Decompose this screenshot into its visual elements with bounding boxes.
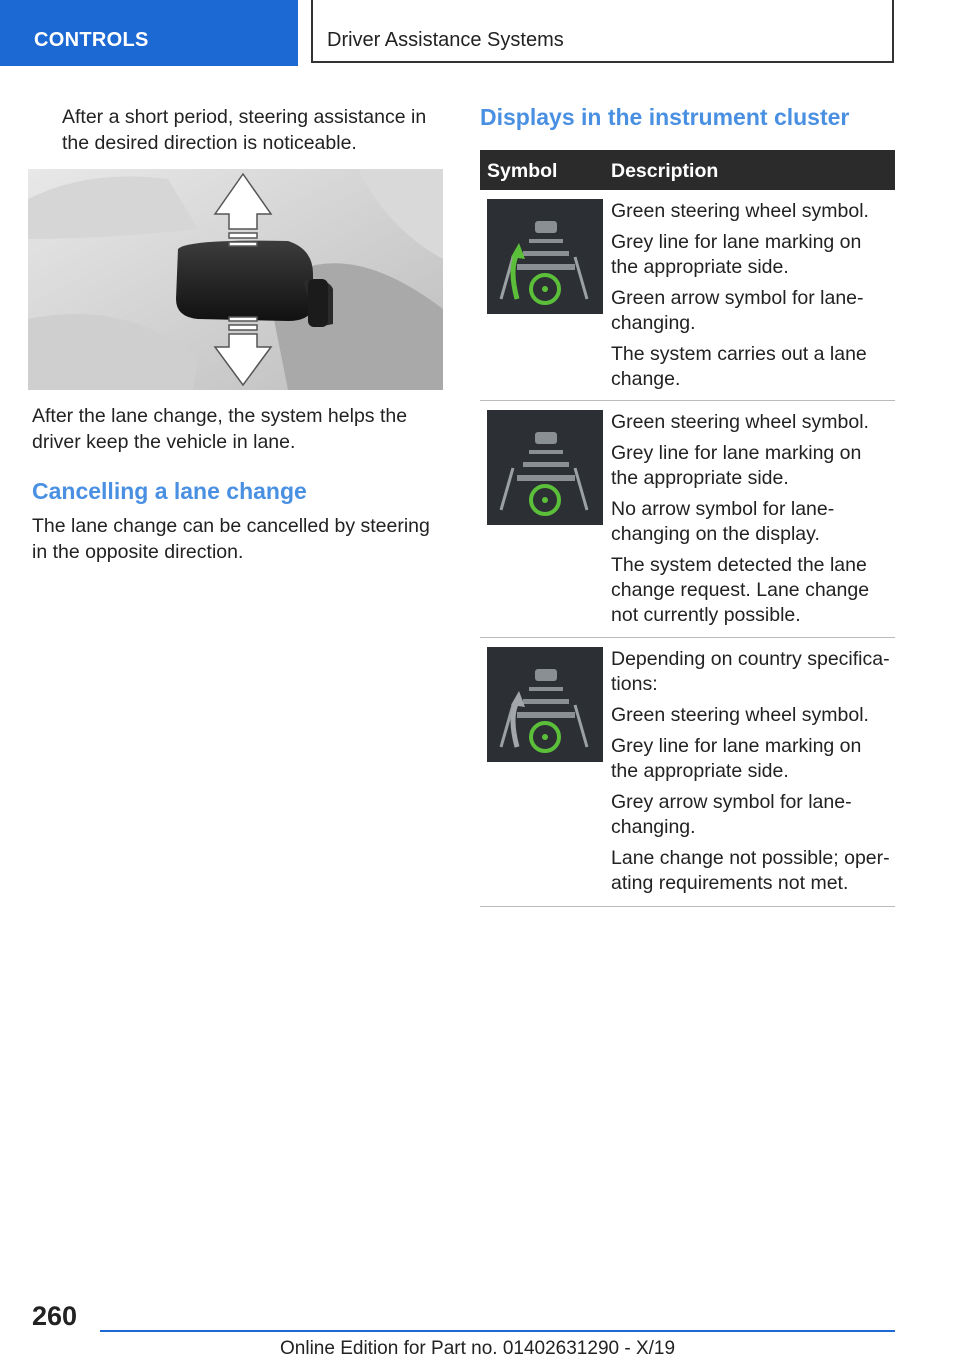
symbol-column-header: Symbol (487, 160, 558, 182)
page-number: 260 (32, 1301, 78, 1331)
table-row (480, 401, 895, 638)
table-row (480, 190, 895, 401)
steering-stalk-illustration (28, 169, 443, 390)
description-line: Green steering wheel symbol. (611, 704, 869, 726)
edition-note: Online Edition for Part no. 01402631290 - X/19 (280, 1338, 676, 1359)
description-line: Lane change not possible; oper-ating requirements not met. (611, 847, 890, 894)
description-line: The system detected the lane change request. Lane change not currently possible. (611, 554, 870, 626)
row-description (611, 638, 891, 902)
description-line: The system carries out a lane change. (611, 343, 867, 390)
description-line: Green steering wheel symbol. (611, 411, 869, 433)
cancel-heading: Cancelling a lane change (32, 478, 307, 504)
lane-change-active-icon (487, 199, 603, 314)
table-header (480, 150, 895, 190)
footer-divider (100, 1330, 895, 1332)
description-column-header: Description (611, 160, 719, 182)
displays-heading: Displays in the instrument cluster (480, 104, 850, 130)
section-tab (0, 0, 298, 66)
symbol-table (480, 150, 895, 907)
table-row (480, 638, 895, 907)
lane-change-pending-icon (487, 410, 603, 525)
row-description (611, 190, 891, 398)
description-line: Grey arrow symbol for lane-changing. (611, 791, 852, 838)
intro-paragraph: After a short period, steering assistance in the desired direction is noticeable. (62, 106, 427, 154)
description-line: Green arrow symbol for lane-changing. (611, 287, 864, 334)
row-description (611, 401, 891, 634)
section-title: CONTROLS (34, 29, 149, 51)
description-line: Grey line for lane marking on the appropriate side. (611, 442, 862, 489)
description-line: Green steering wheel symbol. (611, 200, 869, 222)
description-line: Grey line for lane marking on the appropriate side. (611, 735, 862, 782)
cancel-paragraph: The lane change can be cancelled by steering in the opposite direction. (32, 515, 430, 563)
lane-change-unavailable-icon (487, 647, 603, 762)
chapter-title: Driver Assistance Systems (327, 29, 564, 51)
description-line: Grey line for lane marking on the appropriate side. (611, 231, 862, 278)
chapter-header (311, 0, 894, 63)
description-line: No arrow symbol for lane-changing on the display. (611, 498, 835, 545)
after-change-paragraph: After the lane change, the system helps the driver keep the vehicle in lane. (32, 405, 408, 453)
description-line: Depending on country specifica-tions: (611, 648, 890, 695)
